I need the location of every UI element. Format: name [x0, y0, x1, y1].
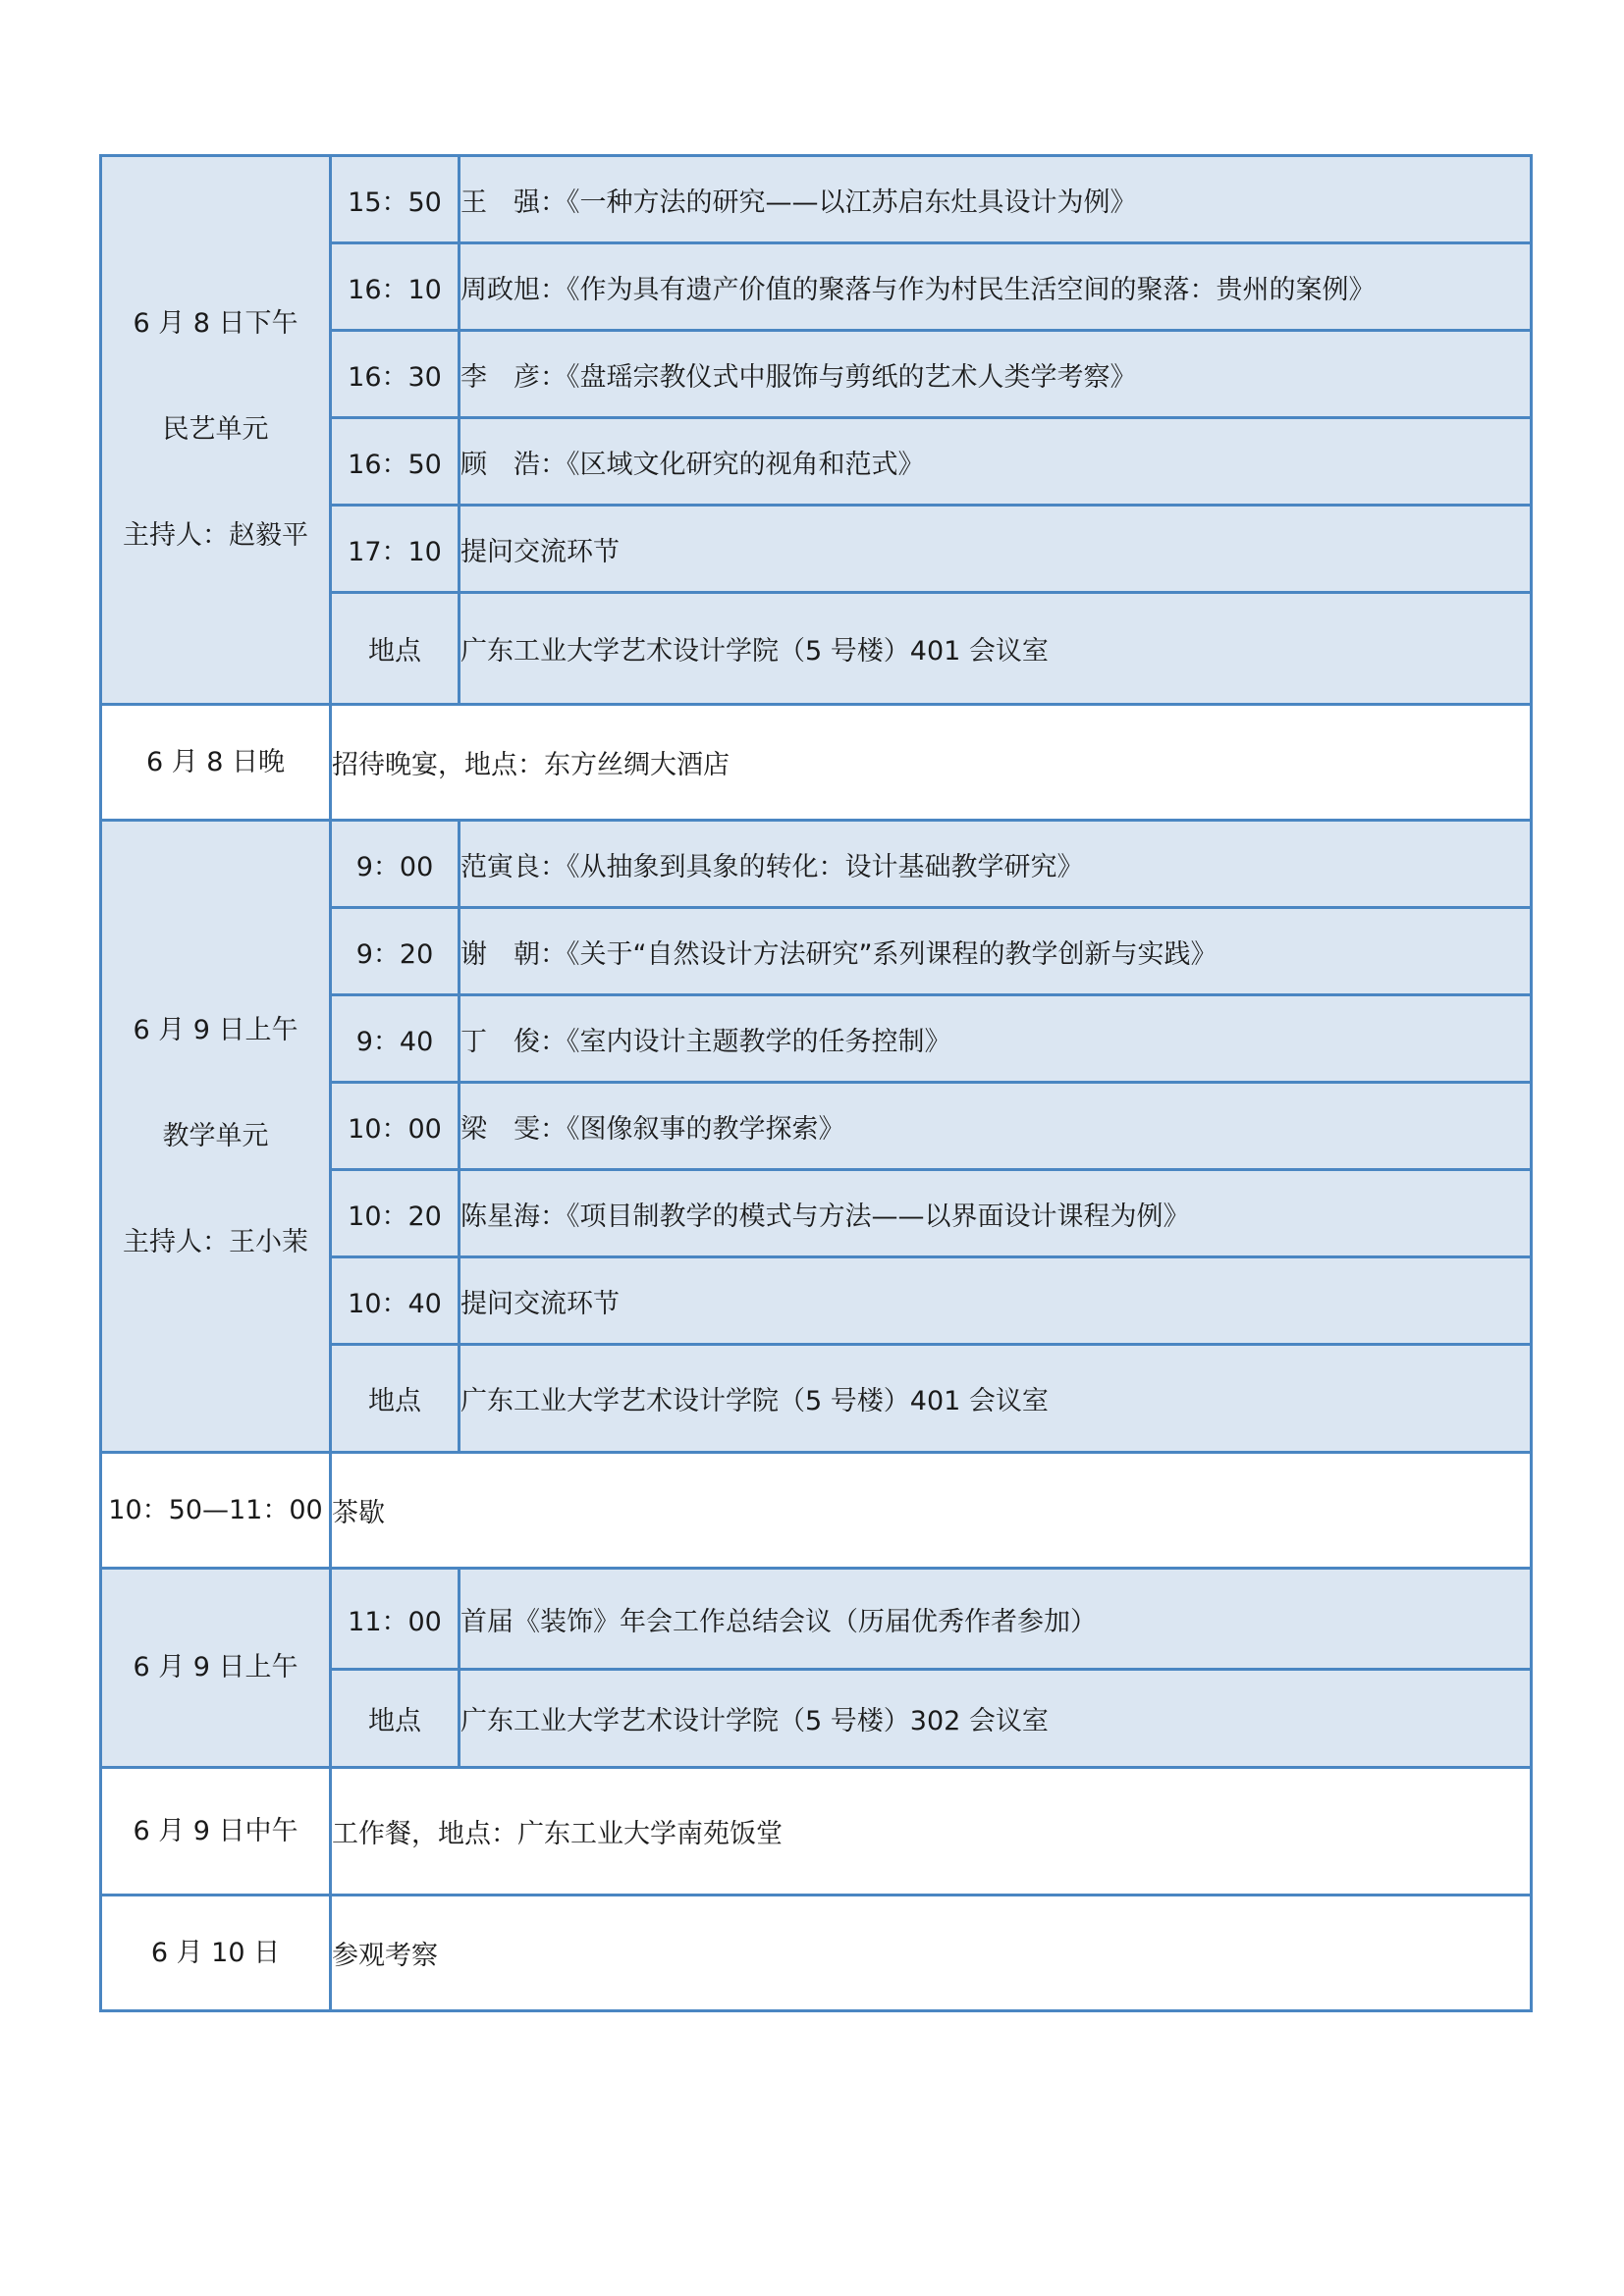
item-text: 范寅良：《从抽象到具象的转化：设计基础教学研究》 [460, 821, 1532, 908]
dinner-text: 招待晚宴，地点：东方丝绸大酒店 [331, 705, 1532, 821]
item-time: 9：40 [331, 995, 460, 1083]
item-time: 16：30 [331, 331, 460, 418]
item-text: 梁 雯：《图像叙事的教学探索》 [460, 1083, 1532, 1170]
item-time: 17：10 [331, 506, 460, 593]
lunch-text: 工作餐，地点：广东工业大学南苑饭堂 [331, 1768, 1532, 1896]
session-row [101, 821, 1532, 908]
dinner-day: 6 月 8 日晚 [101, 705, 331, 821]
session-row [101, 156, 1532, 243]
location-label: 地点 [331, 1345, 460, 1453]
item-time: 16：10 [331, 243, 460, 331]
session-day: 6 月 8 日下午 [133, 308, 298, 339]
item-time: 15：50 [331, 156, 460, 243]
session-host: 主持人：赵毅平 [123, 520, 308, 551]
item-time: 9：20 [331, 908, 460, 995]
item-text: 提问交流环节 [460, 506, 1532, 593]
dinner-row [101, 705, 1532, 821]
item-text: 顾 浩：《区域文化研究的视角和范式》 [460, 418, 1532, 506]
item-time: 10：40 [331, 1257, 460, 1345]
visit-day: 6 月 10 日 [101, 1896, 331, 2011]
item-text: 王 强：《一种方法的研究——以江苏启东灶具设计为例》 [460, 156, 1532, 243]
location-text: 广东工业大学艺术设计学院（5 号楼）401 会议室 [460, 1345, 1532, 1453]
session-host: 主持人：王小茉 [123, 1226, 308, 1257]
visit-row [101, 1896, 1532, 2011]
summary-row [101, 1569, 1532, 1670]
item-text: 提问交流环节 [460, 1257, 1532, 1345]
location-label: 地点 [331, 593, 460, 705]
item-time: 10：20 [331, 1170, 460, 1257]
location-text: 广东工业大学艺术设计学院（5 号楼）401 会议室 [460, 593, 1532, 705]
tea-row [101, 1453, 1532, 1569]
summary-time: 11：00 [331, 1569, 460, 1670]
visit-text: 参观考察 [331, 1896, 1532, 2011]
item-time: 9：00 [331, 821, 460, 908]
item-text: 周政旭：《作为具有遗产价值的聚落与作为村民生活空间的聚落：贵州的案例》 [460, 243, 1532, 331]
lunch-day: 6 月 9 日中午 [101, 1768, 331, 1896]
session-unit: 民艺单元 [162, 414, 269, 445]
item-text: 丁 俊：《室内设计主题教学的任务控制》 [460, 995, 1532, 1083]
session-day: 6 月 9 日上午 [133, 1014, 298, 1045]
item-time: 16：50 [331, 418, 460, 506]
summary-text: 首届《装饰》年会工作总结会议（历届优秀作者参加） [460, 1569, 1532, 1670]
item-time: 10：00 [331, 1083, 460, 1170]
schedule-table [99, 154, 1533, 2012]
tea-text: 茶歇 [331, 1453, 1532, 1569]
session-unit: 教学单元 [162, 1120, 269, 1151]
summary-day: 6 月 9 日上午 [101, 1569, 331, 1768]
lunch-row [101, 1768, 1532, 1896]
item-text: 谢 朝：《关于“自然设计方法研究”系列课程的教学创新与实践》 [460, 908, 1532, 995]
location-label: 地点 [331, 1670, 460, 1768]
item-text: 李 彦：《盘瑶宗教仪式中服饰与剪纸的艺术人类学考察》 [460, 331, 1532, 418]
item-text: 陈星海：《项目制教学的模式与方法——以界面设计课程为例》 [460, 1170, 1532, 1257]
session-day-cell [101, 156, 331, 705]
session-day-cell [101, 821, 331, 1453]
tea-day: 10：50—11：00 [101, 1453, 331, 1569]
location-text: 广东工业大学艺术设计学院（5 号楼）302 会议室 [460, 1670, 1532, 1768]
